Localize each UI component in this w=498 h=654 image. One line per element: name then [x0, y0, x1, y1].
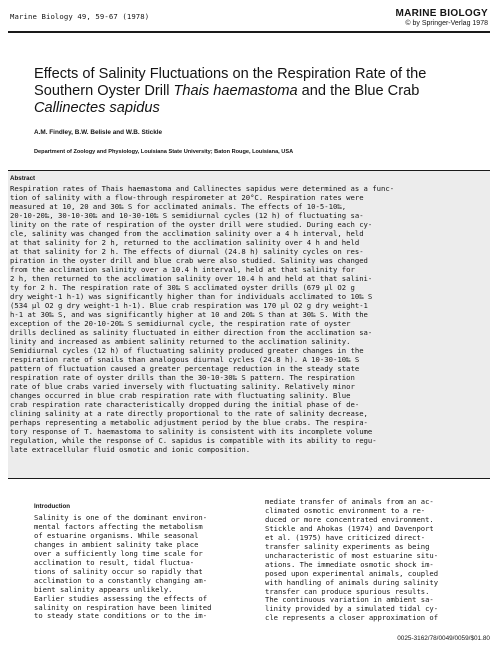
introduction-line: changes in ambient salinity take place [34, 539, 199, 549]
abstract-line: at that salinity for 2 h, returned to the acclimation salinity over 4 h and held [10, 238, 360, 248]
introduction-line: to steady state conditions or to the im- [34, 611, 208, 621]
abstract-line: at that salinity for 2 h. The effects of diurnal (24.8 h) salinity cycles on res- [10, 247, 364, 257]
introduction-line: tions of salinity occur so rapidly that [34, 566, 203, 576]
abstract-text [10, 184, 490, 454]
abstract-line: linity and increased as ambient salinity returned to the acclimation salinity. [10, 337, 351, 347]
journal-reference: Marine Biology 49, 59-67 (1978) [10, 12, 150, 21]
abstract-line: exception of the 20-10-20‰ S semidiurnal cycle, the respiration rate of oyster [10, 319, 351, 329]
abstract-line: tion of salinity with a flow-through respirometer at 20°C. Respiration rates were [10, 193, 364, 203]
introduction-line: duced or more concentrated environment. [265, 514, 434, 524]
introduction-line: acclimation to result, tidal fluctua- [34, 557, 195, 567]
abstract-line: regulation, while the response of C. sapidus is compatible with its ability to regu- [10, 436, 377, 446]
abstract-line: changes occurred in blue crab respiration rate with fluctuating salinity. Blue [10, 391, 351, 401]
author-affiliation: Department of Zoology and Physiology, Louisiana State University; Baton Rouge, Louisiana, USA [34, 149, 294, 155]
abstract-line: (534 µl O2 g dry weight-1 h-1). Blue crab respiration was 170 µl O2 g dry weight-1 [10, 301, 368, 311]
journal-brand-name: MARINE BIOLOGY [395, 8, 488, 19]
introduction-line: salinity on respiration have been limited [34, 602, 212, 612]
title-species-name: Thais haemastoma [173, 83, 298, 99]
introduction-heading: Introduction [34, 503, 71, 510]
journal-brand [395, 8, 488, 28]
abstract-line: rate of blue crabs varied inversely with fluctuating salinity. Relatively minor [10, 382, 355, 392]
title-text: Effects of Salinity Fluctuations on the Respiration Rate of the [34, 66, 427, 82]
introduction-line: bient salinity appears unlikely. [34, 584, 173, 594]
abstract-heading: Abstract [10, 175, 36, 182]
abstract-line: respiration rate of oyster drills than the 30-10-30‰ S pattern. The respiration [10, 373, 355, 383]
abstract-line: piration in the oyster drill and blue crab were also studied. Salinity was changed [10, 256, 368, 266]
introduction-line: mental factors affecting the metabolism [34, 521, 203, 531]
abstract-line: from the acclimation salinity over a 10.4 h interval, held at that salinity for [10, 265, 355, 275]
introduction-line: Stickle and Ahokas (1974) and Davenport [265, 523, 434, 533]
abstract-line: Semidiurnal cycles (12 h) of fluctuating salinity produced greater changes in the [10, 346, 364, 356]
abstract-bottom-rule [8, 478, 490, 479]
introduction-line: over a sufficiently long time scale for [34, 548, 203, 558]
introduction-line: acclimation to a constantly changing am- [34, 575, 208, 585]
publisher-copyright: © by Springer-Verlag 1978 [405, 20, 488, 27]
abstract-line: pattern of fluctuation caused a greater percentage reduction in the steady state [10, 364, 360, 374]
title-text: and the Blue Crab [297, 83, 420, 99]
introduction-line: cle represents a closer approximation of [265, 613, 439, 623]
introduction-line: linity provided by a simulated tidal cy- [265, 604, 439, 614]
abstract-line: tory response of T. haemastoma to salinity is consistent with its incomplete volume [10, 427, 373, 437]
introduction-line: ations. The immediate osmotic shock im- [265, 559, 434, 569]
abstract-line: 2 h, then returned to the acclimation salinity over 10.4 h and held at that salini- [10, 274, 373, 284]
introduction-line: transfer can produce spurious results. [265, 586, 430, 596]
abstract-line: ty for 2 h. The respiration rate of 30‰ S acclimated oyster drills (679 µl O2 g [10, 283, 355, 293]
abstract-line: linity on the rate of respiration of the oyster drill were studied. During each cy- [10, 220, 373, 230]
abstract-line: perhaps representing a metabolic adjustment period by the blue crabs. The respira- [10, 418, 368, 428]
title-line [34, 66, 474, 83]
author-list: A.M. Findley, B.W. Belisle and W.B. Stickle [34, 129, 163, 136]
introduction-line: with handling of animals during salinity [265, 577, 439, 587]
introduction-line: Earlier studies assessing the effects of [34, 593, 208, 603]
title-text: Southern Oyster Drill [34, 83, 174, 99]
abstract-line: measured at 10, 20 and 30‰ S for acclimated animals. The effects of 10-5-10‰, [10, 202, 347, 212]
abstract-line: drills declined as salinity fluctuated in either direction from the acclimation sa- [10, 328, 373, 338]
abstract-line: respiration rate of snails than analogous diurnal cycles (24.8 h). A 10-30-10‰ S [10, 355, 360, 365]
abstract-line: late extracellular fluid osmotic and ionic composition. [10, 445, 251, 455]
introduction-line: transfer salinity experiments as being [265, 541, 430, 551]
abstract-line: cle, salinity was changed from the acclimation salinity over a 4 h interval, held [10, 229, 364, 239]
title-line [34, 100, 474, 117]
title-species-name: Callinectes sapidus [34, 100, 160, 116]
introduction-line: mediate transfer of animals from an ac- [265, 497, 434, 506]
introduction-line: et al. (1975) have criticized direct- [265, 532, 426, 542]
abstract-line: crab respiration rate characteristically dropped during the initial phase of de- [10, 400, 360, 410]
abstract-line: h-1 at 30‰ S, and was significantly higher at 10 and 20‰ S than at 30‰ S. With the [10, 310, 368, 320]
introduction-right-column [265, 498, 490, 623]
abstract-top-rule [8, 170, 490, 171]
abstract-line: dry weight-1 h-1) was significantly higher than for individuals acclimated to 10‰ S [10, 292, 373, 302]
abstract-line: clining salinity at a rate directly proportional to the rate of salinity decrease, [10, 409, 368, 419]
abstract-line: Respiration rates of Thais haemastoma and Callinectes sapidus were determined as a func- [10, 184, 395, 193]
title-line [34, 83, 474, 100]
introduction-line: posed upon experimental animals, coupled [265, 568, 439, 578]
article-title [34, 66, 474, 117]
article-code: 0025-3162/78/0049/0059/$01.80 [397, 635, 490, 642]
introduction-line: of estuarine organisms. While seasonal [34, 530, 199, 540]
header-rule [8, 31, 490, 33]
abstract-line: 20-10-20‰, 30-10-30‰ and 10-30-10‰ S semidiurnal cycles (12 h) of fluctuating sa- [10, 211, 364, 221]
introduction-line: The continuous variation in ambient sa- [265, 595, 434, 605]
introduction-line: Salinity is one of the dominant environ- [34, 513, 208, 522]
introduction-line: uncharacteristic of most estuarine situ- [265, 550, 439, 560]
introduction-left-column [34, 514, 252, 621]
introduction-line: climated osmotic environment to a re- [265, 505, 426, 515]
